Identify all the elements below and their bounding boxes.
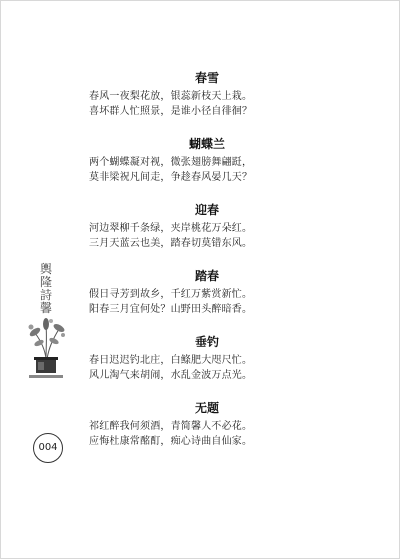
poem [89,201,325,267]
poem-title: 踏春 [194,269,219,283]
poem [89,69,325,135]
book-title-char: 隆 [39,275,52,289]
page-number: 004 [33,433,63,463]
poem-line: 风儿淘气来胡闹，水乱金波万点光。 [89,370,253,381]
book-title-char: 輿 [39,262,52,276]
poem-line: 三月天蓝云也美，踏春切莫错东风。 [89,238,253,249]
poem [89,399,325,465]
poem-line: 应悔杜康常酩酊，痴心诗曲自仙家。 [89,436,253,447]
poem [89,333,325,399]
poem-title: 蝴蝶兰 [188,137,225,151]
potted-plant-illustration [23,315,69,381]
poem-line: 莫非梁祝凡间走，争趁春风晏几天？ [89,172,253,183]
poem-line: 假日寻芳到故乡，千红万紫赏新忙。 [89,289,253,300]
book-title-char: 馨 [39,301,52,315]
poem-line: 春日迟迟钓北庄，白鲦肥大咫尺忙。 [89,355,253,366]
poem-line: 春风一夜梨花放，银蕊新枝天上栽。 [89,91,253,102]
poem-title: 无题 [194,401,219,415]
poem-line: 河边翠柳千条绿，夹岸桃花万朵红。 [89,223,253,234]
poem [89,267,325,333]
book-title-vertical [36,263,56,315]
poem [89,135,325,201]
book-title-char: 詩 [39,288,52,302]
poem-title: 春雪 [194,71,219,85]
poem-title: 迎春 [194,203,219,217]
poem-line: 两个蝴蝶凝对视，微张翅膀舞翩跹， [89,157,253,168]
poem-line: 祁红醉我何须酒，青简馨人不必花。 [89,421,253,432]
poem-list [89,69,325,465]
poem-title: 垂钓 [194,335,219,349]
poem-line: 喜坏群人忙照景，是谁小径自徘徊？ [89,106,253,117]
poem-line: 阳春三月宜何处？山野田头醉暗香。 [89,304,253,315]
